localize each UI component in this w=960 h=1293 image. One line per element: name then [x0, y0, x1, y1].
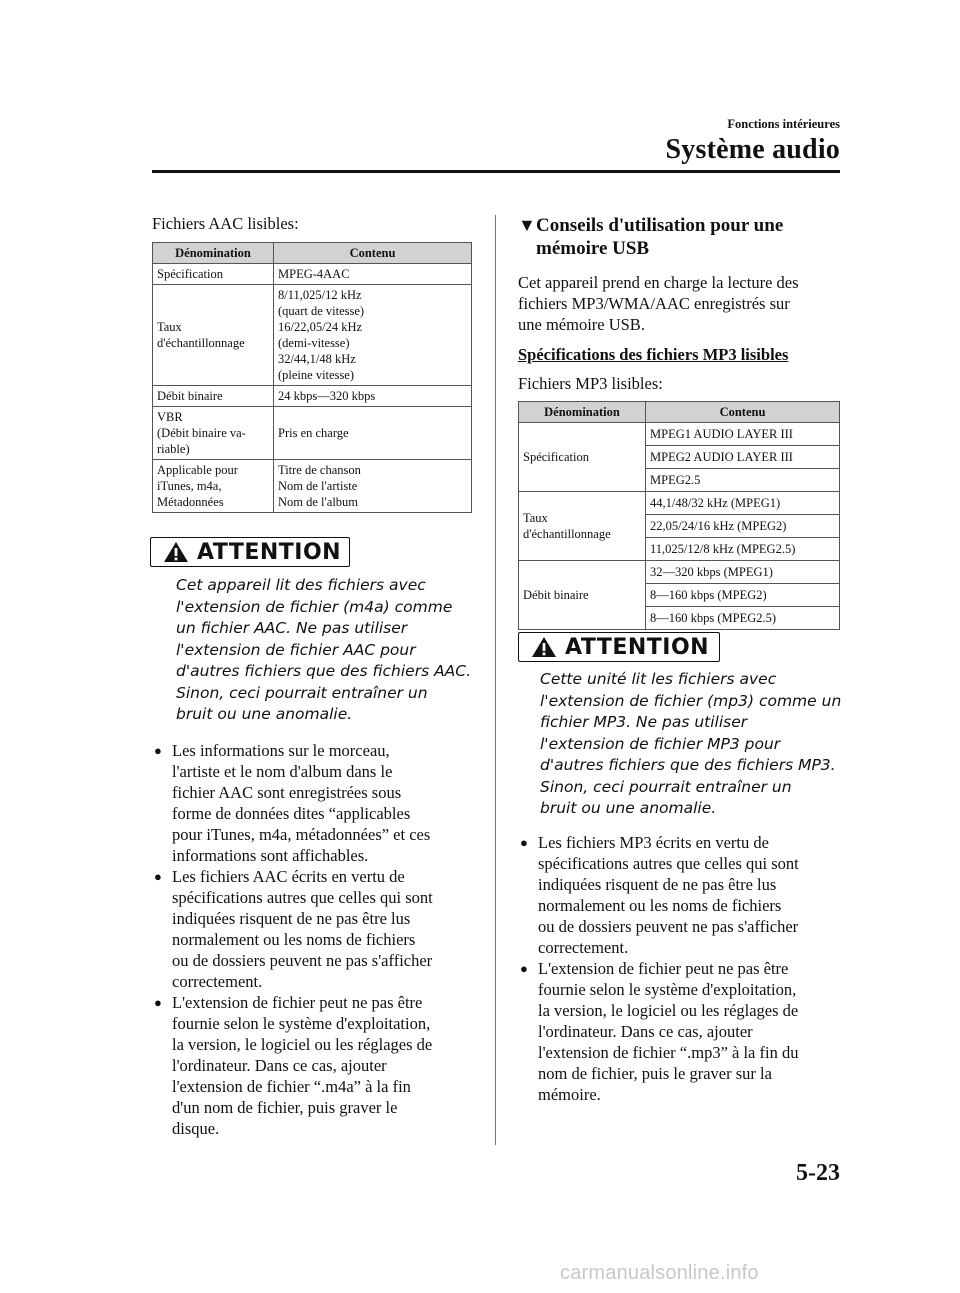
- cell-name: [153, 285, 274, 386]
- cell-name: [519, 492, 646, 561]
- text-line: Titre de chanson: [278, 463, 361, 477]
- text-line: pour iTunes, m4a, métadonnées” et ces: [172, 825, 431, 844]
- table-row: [153, 460, 472, 513]
- table-row: [153, 264, 472, 285]
- text-line: fournie selon le système d'exploitation,: [538, 980, 797, 999]
- text-line: d'autres fichiers que des fichiers MP3.: [540, 756, 836, 774]
- section-label: Fonctions intérieures: [727, 117, 840, 131]
- bullet-icon: ●: [520, 835, 528, 850]
- text-line: Spécification: [523, 450, 589, 464]
- text-line: d'échantillonnage: [157, 336, 245, 350]
- text-line: un fichier AAC. Ne pas utiliser: [176, 619, 408, 637]
- table-row: [153, 407, 472, 460]
- cell-content: [274, 285, 472, 386]
- text-line: d'un nom de fichier, puis graver le: [172, 1098, 398, 1117]
- warning-icon: [531, 636, 557, 658]
- text-line: 24 kbps―320 kbps: [278, 389, 376, 403]
- cell-name: [519, 423, 646, 492]
- list-item: [518, 832, 843, 958]
- text-line: mémoire.: [538, 1085, 601, 1104]
- text-line: la version, le logiciel ou les réglages de: [172, 1035, 433, 1054]
- text-line: Les fichiers AAC écrits en vertu de: [172, 867, 405, 886]
- text-line: Débit binaire: [157, 389, 223, 403]
- usb-intro: [518, 272, 848, 335]
- cell-content: 8―160 kbps (MPEG2.5): [646, 607, 840, 630]
- text-line: spécifications autres que celles qui sont: [538, 854, 799, 873]
- text-line: Cette unité lit les fichiers avec: [540, 670, 777, 688]
- text-line: spécifications autres que celles qui sont: [172, 888, 433, 907]
- text-line: l'extension de fichier (m4a) comme: [176, 597, 453, 616]
- mp3-intro: Fichiers MP3 lisibles:: [518, 374, 663, 393]
- cell-content: [274, 264, 472, 285]
- table-row: [519, 492, 840, 515]
- cell-content: MPEG1 AUDIO LAYER III: [646, 423, 840, 446]
- text-line: normalement ou les noms de fichiers: [538, 896, 782, 915]
- text-line: correctement.: [172, 972, 263, 991]
- attention-label: ATTENTION: [197, 539, 342, 565]
- warning-icon: [163, 541, 189, 563]
- text-line: d'autres fichiers que des fichiers AAC.: [176, 662, 472, 680]
- aac-spec-table: [152, 242, 472, 513]
- text-line: l'extension de fichier AAC pour: [176, 640, 416, 659]
- text-line: 16/22,05/24 kHz: [278, 320, 363, 334]
- text-line: la version, le logiciel ou les réglages de: [538, 1001, 799, 1020]
- text-line: bruit ou une anomalie.: [540, 799, 717, 817]
- text-line: indiquées risquent de ne pas être lus: [172, 909, 411, 928]
- text-line: l'artiste et le nom d'album dans le: [172, 762, 393, 781]
- attention-text: [176, 575, 476, 726]
- cell-content: [274, 386, 472, 407]
- table-row: [519, 423, 840, 446]
- text-line: fichier MP3. Ne pas utiliser: [540, 713, 748, 731]
- text-line: Cet appareil prend en charge la lecture des: [518, 273, 799, 292]
- table-row: [519, 561, 840, 584]
- bullet-icon: ●: [520, 961, 528, 976]
- text-line: (demi-vitesse): [278, 336, 350, 350]
- text-line: fichier AAC sont enregistrées sous: [172, 783, 402, 802]
- list-item: [152, 992, 477, 1139]
- attention-text: [540, 669, 845, 820]
- attention-label: ATTENTION: [565, 634, 710, 660]
- table-header-name: Dénomination: [519, 402, 646, 423]
- attention-banner: [518, 632, 720, 662]
- section-title: [518, 214, 848, 260]
- table-header-content: Contenu: [274, 243, 472, 264]
- attention-banner: [150, 537, 350, 567]
- text-line: informations sont affichables.: [172, 846, 369, 865]
- section-title-line: mémoire USB: [536, 238, 650, 259]
- text-line: (pleine vitesse): [278, 368, 355, 382]
- text-line: correctement.: [538, 938, 629, 957]
- text-line: l'extension de fichier MP3 pour: [540, 734, 781, 753]
- text-line: Spécification: [157, 267, 223, 281]
- text-line: MPEG-4AAC: [278, 267, 350, 281]
- text-line: iTunes, m4a,: [157, 479, 222, 493]
- text-line: Applicable pour: [157, 463, 238, 477]
- list-item: [152, 740, 477, 866]
- aac-intro: Fichiers AAC lisibles:: [152, 214, 299, 233]
- mp3-spec-heading: Spécifications des fichiers MP3 lisibles: [518, 345, 789, 364]
- text-line: nom de fichier, puis le graver sur la: [538, 1064, 772, 1083]
- table-header-content: Contenu: [646, 402, 840, 423]
- page-number: 5-23: [796, 1160, 840, 1186]
- cell-name: [153, 386, 274, 407]
- text-line: 8/11,025/12 kHz: [278, 288, 362, 302]
- text-line: l'extension de fichier (mp3) comme un: [540, 691, 842, 710]
- cell-name: [153, 407, 274, 460]
- text-line: l'extension de fichier “.m4a” à la fin: [172, 1077, 411, 1096]
- section-title-line: Conseils d'utilisation pour une: [536, 215, 784, 236]
- text-line: indiquées risquent de ne pas être lus: [538, 875, 777, 894]
- text-line: Taux: [523, 511, 548, 525]
- mp3-notes-list: [518, 832, 843, 1105]
- table-header-name: Dénomination: [153, 243, 274, 264]
- cell-content: MPEG2.5: [646, 469, 840, 492]
- table-row: [153, 386, 472, 407]
- bullet-icon: ●: [154, 995, 162, 1010]
- cell-content: 22,05/24/16 kHz (MPEG2): [646, 515, 840, 538]
- cell-name: [519, 561, 646, 630]
- text-line: forme de données dites “applicables: [172, 804, 411, 823]
- text-line: fournie selon le système d'exploitation,: [172, 1014, 431, 1033]
- text-line: l'ordinateur. Dans ce cas, ajouter: [538, 1022, 753, 1041]
- text-line: (quart de vitesse): [278, 304, 365, 318]
- cell-content: 32―320 kbps (MPEG1): [646, 561, 840, 584]
- aac-notes-list: [152, 740, 477, 1139]
- watermark: carmanualsonline.info: [560, 1262, 759, 1284]
- text-line: Taux: [157, 320, 182, 334]
- column-divider: [495, 215, 496, 1145]
- cell-content: 44,1/48/32 kHz (MPEG1): [646, 492, 840, 515]
- text-line: Sinon, ceci pourrait entraîner un: [540, 777, 792, 796]
- text-line: Les informations sur le morceau,: [172, 741, 390, 760]
- text-line: L'extension de fichier peut ne pas être: [538, 959, 789, 978]
- list-item: [152, 866, 477, 992]
- text-line: Les fichiers MP3 écrits en vertu de: [538, 833, 769, 852]
- text-line: bruit ou une anomalie.: [176, 705, 353, 723]
- table-row: [153, 285, 472, 386]
- text-line: Sinon, ceci pourrait entraîner un: [176, 683, 428, 702]
- text-line: fichiers MP3/WMA/AAC enregistrés sur: [518, 294, 790, 313]
- list-item: [518, 958, 843, 1105]
- cell-content: [274, 460, 472, 513]
- text-line: Pris en charge: [278, 426, 349, 440]
- text-line: VBR: [157, 410, 183, 424]
- text-line: L'extension de fichier peut ne pas être: [172, 993, 423, 1012]
- text-line: une mémoire USB.: [518, 315, 645, 334]
- text-line: disque.: [172, 1119, 220, 1138]
- text-line: Nom de l'artiste: [278, 479, 358, 493]
- cell-name: [153, 460, 274, 513]
- triangle-marker-icon: ▼: [518, 215, 536, 235]
- text-line: Débit binaire: [523, 588, 589, 602]
- text-line: (Débit binaire va-: [157, 426, 246, 440]
- text-line: 32/44,1/48 kHz: [278, 352, 356, 366]
- text-line: l'ordinateur. Dans ce cas, ajouter: [172, 1056, 387, 1075]
- text-line: riable): [157, 442, 190, 456]
- bullet-icon: ●: [154, 743, 162, 758]
- text-line: Nom de l'album: [278, 495, 359, 509]
- text-line: l'extension de fichier “.mp3” à la fin du: [538, 1043, 799, 1062]
- text-line: Cet appareil lit des fichiers avec: [176, 576, 426, 594]
- cell-content: MPEG2 AUDIO LAYER III: [646, 446, 840, 469]
- cell-content: 8―160 kbps (MPEG2): [646, 584, 840, 607]
- mp3-spec-table: [518, 401, 840, 630]
- cell-content: [274, 407, 472, 460]
- text-line: normalement ou les noms de fichiers: [172, 930, 416, 949]
- cell-content: 11,025/12/8 kHz (MPEG2.5): [646, 538, 840, 561]
- header-rule: [152, 170, 840, 173]
- text-line: ou de dossiers peuvent ne pas s'afficher: [538, 917, 799, 936]
- text-line: d'échantillonnage: [523, 527, 611, 541]
- text-line: ou de dossiers peuvent ne pas s'afficher: [172, 951, 433, 970]
- chapter-title: Système audio: [665, 134, 840, 165]
- bullet-icon: ●: [154, 869, 162, 884]
- text-line: Métadonnées: [157, 495, 224, 509]
- cell-name: [153, 264, 274, 285]
